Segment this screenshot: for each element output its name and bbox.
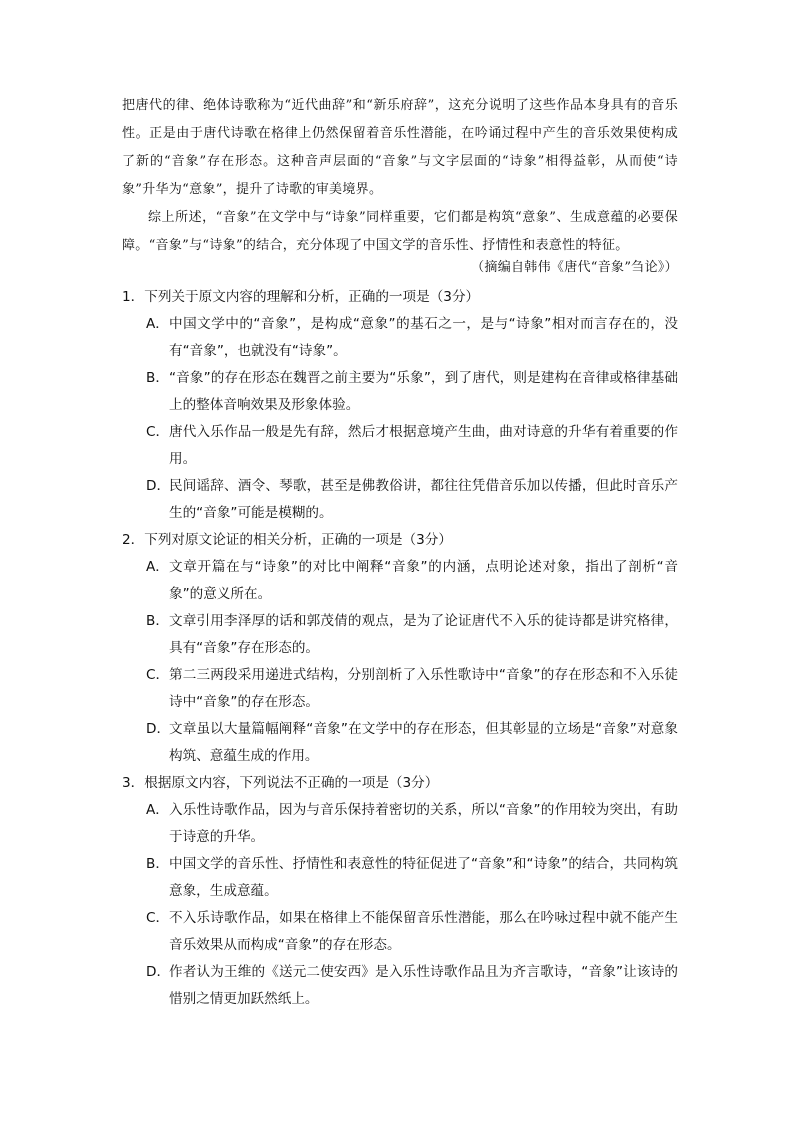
question-stem xyxy=(122,527,678,554)
passage-paragraph: 把唐代的律、绝体诗歌称为“近代曲辞”和“新乐府辞”，这充分说明了这些作品本身具有的音乐性。正是由于唐代诗歌在格律上仍然保留着音乐性潜能，在吟诵过程中产生的音乐效果使构成了新的“音象”存在形态。这种音声层面的“音象”与文字层面的“诗象”相得益彰，从而使“诗象”升华为“意象”，提升了诗歌的审美境界。 xyxy=(122,98,678,197)
question-text: 根据原文内容，下列说法不正确的一项是（3分） xyxy=(144,775,439,791)
question-number: 1． xyxy=(122,289,145,305)
option-a xyxy=(122,554,678,608)
option-letter: A． xyxy=(146,802,169,818)
question-3 xyxy=(122,770,678,1013)
passage-citation: （摘编自韩伟《唐代“音象”刍论》） xyxy=(471,260,678,275)
option-text: “音象”的存在形态在魏晋之前主要为“乐象”，到了唐代，则是建构在音律或格律基础上的整体音响效果及形象体验。 xyxy=(169,370,678,413)
option-b xyxy=(122,365,678,419)
question-text: 下列关于原文内容的理解和分析，正确的一项是（3分） xyxy=(144,289,480,305)
option-text: 中国文学的音乐性、抒情性和表意性的特征促进了“音象”和“诗象”的结合，共同构筑意象，生成意蕴。 xyxy=(169,856,678,899)
option-c xyxy=(122,419,678,473)
option-letter: C． xyxy=(146,667,170,683)
option-text: 第二三两段采用递进式结构，分别剖析了入乐性歌诗中“音象”的存在形态和不入乐徒诗中“音象”的存在形态。 xyxy=(169,667,678,710)
option-letter: A． xyxy=(146,559,169,575)
question-stem xyxy=(122,770,678,797)
option-text: 文章开篇在与“诗象”的对比中阐释“音象”的内涵，点明论述对象，指出了剖析“音象”的意义所在。 xyxy=(169,559,678,602)
option-c xyxy=(122,905,678,959)
option-c xyxy=(122,662,678,716)
option-letter: C． xyxy=(146,424,170,440)
option-letter: C． xyxy=(146,910,170,926)
question-stem xyxy=(122,284,678,311)
option-a xyxy=(122,311,678,365)
option-text: 作者认为王维的《送元二使安西》是入乐性诗歌作品且为齐言歌诗，“音象”让该诗的惜别之情更加跃然纸上。 xyxy=(169,964,678,1007)
option-letter: B． xyxy=(146,613,169,629)
question-2 xyxy=(122,527,678,770)
option-b xyxy=(122,851,678,905)
option-text: 中国文学中的“音象”，是构成“意象”的基石之一，是与“诗象”相对而言存在的，没有“音象”，也就没有“诗象”。 xyxy=(169,316,678,359)
reading-passage xyxy=(122,92,678,260)
option-a xyxy=(122,797,678,851)
option-letter: D． xyxy=(146,964,171,980)
option-text: 不入乐诗歌作品，如果在格律上不能保留音乐性潜能，那么在吟咏过程中就不能产生音乐效果从而构成“音象”的存在形态。 xyxy=(169,910,678,953)
option-text: 入乐性诗歌作品，因为与音乐保持着密切的关系，所以“音象”的作用较为突出，有助于诗意的升华。 xyxy=(169,802,678,845)
option-b xyxy=(122,608,678,662)
option-d xyxy=(122,716,678,770)
option-letter: D． xyxy=(146,721,171,737)
option-text: 文章引用李泽厚的话和郭茂倩的观点，是为了论证唐代不入乐的徒诗都是讲究格律，具有“音象”存在形态的。 xyxy=(169,613,678,656)
question-number: 3． xyxy=(122,775,145,791)
option-text: 民间谣辞、酒令、琴歌，甚至是佛教俗讲，都往往凭借音乐加以传播，但此时音乐产生的“音象”可能是模糊的。 xyxy=(169,478,678,521)
option-letter: A． xyxy=(146,316,169,332)
option-d xyxy=(122,473,678,527)
question-text: 下列对原文论证的相关分析，正确的一项是（3分） xyxy=(144,532,452,548)
question-list xyxy=(122,284,678,1013)
option-text: 文章虽以大量篇幅阐释“音象”在文学中的存在形态，但其彰显的立场是“音象”对意象构筑、意蕴生成的作用。 xyxy=(169,721,678,764)
option-d xyxy=(122,959,678,1013)
question-number: 2． xyxy=(122,532,145,548)
option-letter: B． xyxy=(146,856,169,872)
option-text: 唐代入乐作品一般是先有辞，然后才根据意境产生曲，曲对诗意的升华有着重要的作用。 xyxy=(169,424,678,467)
option-letter: B． xyxy=(146,370,169,386)
question-1 xyxy=(122,284,678,527)
passage-paragraph: 综上所述，“音象”在文学中与“诗象”同样重要，它们都是构筑“意象”、生成意蕴的必要保障。“音象”与“诗象”的结合，充分体现了中国文学的音乐性、抒情性和表意性的特征。 xyxy=(122,210,678,253)
option-letter: D． xyxy=(146,478,171,494)
